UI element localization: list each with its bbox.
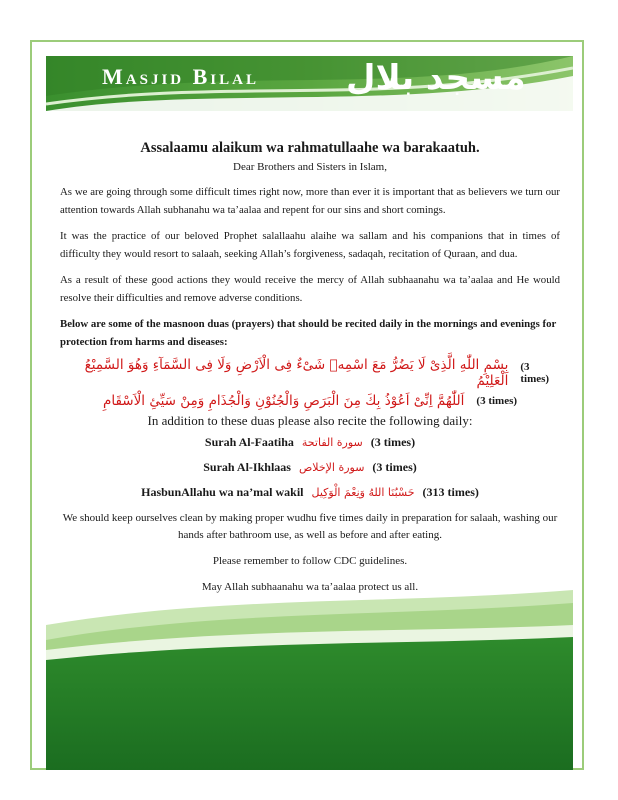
header-banner	[46, 56, 573, 111]
dua-times: (3 times)	[520, 361, 550, 385]
dua-arabic: اَللّٰهُمَّ اِنِّىْ اَعُوْذُ بِكَ مِنَ الْبَرَصِ وَالْجُنُوْنِ وَالْجُذَامِ وَمِنْ سَيِّئِ الْاَسْقَامِ	[102, 393, 465, 409]
recitation-arabic: حَسْبُنَا اللهُ وَنِعْمَ الْوَكِيل	[311, 486, 415, 499]
recitation-times: (313 times)	[422, 485, 479, 499]
closing-section	[60, 510, 560, 596]
recitation-arabic: سورة الإخلاص	[298, 461, 365, 474]
duas-intro: Below are some of the masnoon duas (prayers) that should be recited daily in the mornings and evenings for protection from harms and diseases:	[60, 318, 557, 348]
footer-wave-decoration	[46, 585, 573, 770]
recitation-item	[60, 435, 560, 450]
paragraph: As we are going through some difficult times right now, more than ever it is important that as believers we turn our attention towards Allah subhanahu wa ta’aalaa and repent for our sins and short comings.	[60, 186, 560, 216]
closing-paragraph: Please remember to follow CDC guidelines.	[212, 555, 408, 567]
dua-row	[60, 393, 560, 409]
paragraph: It was the practice of our beloved Prophet salallaahu alaihe wa sallam and his companions that in times of difficulty they would resort to salaah, seeking Allah’s forgiveness, sadaqah, recitation of Quraan, and dua.	[60, 230, 560, 260]
dua-arabic: بِسْمِ اللّٰهِ الَّذِىْ لَا يَضُرُّ مَعَ اسْمِهٖ شَىْءٌ فِى الْاَرْضِ وَلَا فِى السَّمَآءِ وَهُوَ السَّمِيْعُ الْعَلِيْمُ	[84, 357, 509, 389]
recitation-name: Surah Al-Ikhlaas	[203, 460, 291, 474]
salutation: Dear Brothers and Sisters in Islam,	[233, 161, 387, 173]
dua-row	[60, 357, 560, 389]
banner-arabic-title: مسجد بلال	[346, 58, 526, 98]
recitation-arabic: سورة الفاتحة	[301, 436, 363, 449]
greeting: Assalaamu alaikum wa rahmatullaahe wa barakaatuh.	[140, 140, 480, 156]
dua-times: (3 times)	[476, 395, 518, 407]
letter-content	[60, 140, 560, 619]
also-recite-heading: In addition to these duas please also recite the following daily:	[147, 413, 473, 428]
recitation-item	[60, 485, 560, 500]
recitation-times: (3 times)	[370, 435, 416, 449]
recitation-item	[60, 460, 560, 475]
recitation-name: Surah Al-Faatiha	[204, 435, 294, 449]
closing-paragraph: We should keep ourselves clean by making proper wudhu five times daily in preparation for salaah, washing our hands after bathroom use, as well as before and after eating.	[62, 512, 558, 541]
recitation-times: (3 times)	[372, 460, 417, 474]
recitation-name: HasbunAllahu wa na’mal wakil	[141, 485, 304, 499]
paragraph: As a result of these good actions they would receive the mercy of Allah subhaanahu wa ta’aalaa and He would resolve their difficulties and remove adverse conditions.	[60, 274, 560, 304]
banner-title: Masjid Bilal	[102, 64, 259, 89]
closing-paragraph: May Allah subhaanahu wa ta’aalaa protect us all.	[201, 581, 419, 593]
